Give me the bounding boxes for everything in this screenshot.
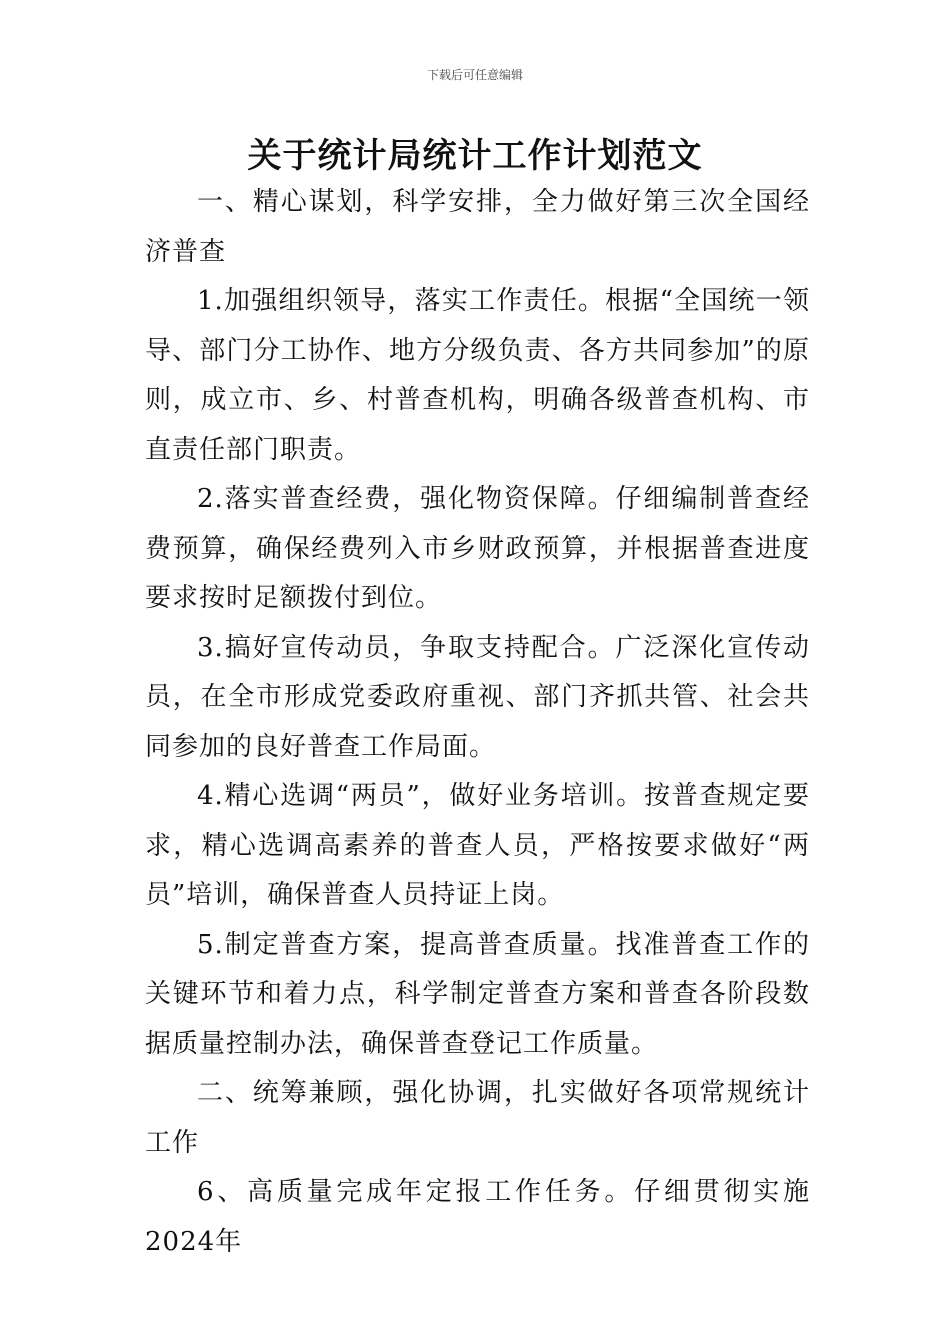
paragraph-item-5: 5.制定普查方案，提高普查质量。找准普查工作的关键环节和着力点，科学制定普查方案和普查各阶段数据质量控制办法，确保普查登记工作质量。: [145, 929, 810, 1059]
paragraph-item-3: 3.搞好宣传动员，争取支持配合。广泛深化宣传动员，在全市形成党委政府重视、部门齐抓共管、社会共同参加的良好普查工作局面。: [145, 632, 810, 762]
paragraph-item-2: 2.落实普查经费，强化物资保障。仔细编制普查经费预算，确保经费列入市乡财政预算，并根据普查进度要求按时足额拨付到位。: [145, 484, 810, 613]
section-heading-2: 二、统筹兼顾，强化协调，扎实做好各项常规统计工作: [145, 1078, 810, 1158]
page-header-note: 下载后可任意编辑: [426, 68, 523, 82]
paragraph-item-4: 4.精心选调“两员”，做好业务培训。按普查规定要求，精心选调高素养的普查人员，严格按要求做好“两员”培训，确保普查人员持证上岗。: [145, 781, 810, 910]
document-title: 关于统计局统计工作计划范文: [247, 136, 703, 176]
section-heading-1: 一、精心谋划，科学安排，全力做好第三次全国经济普查: [145, 187, 810, 267]
paragraph-item-6: 6、高质量完成年定报工作任务。仔细贯彻实施2024年: [145, 1177, 810, 1257]
paragraph-item-1: 1.加强组织领导，落实工作责任。根据“全国统一领导、部门分工协作、地方分级负责、各方共同参加”的原则，成立市、乡、村普查机构，明确各级普查机构、市直责任部门职责。: [145, 286, 810, 465]
document-body: [145, 178, 810, 1267]
